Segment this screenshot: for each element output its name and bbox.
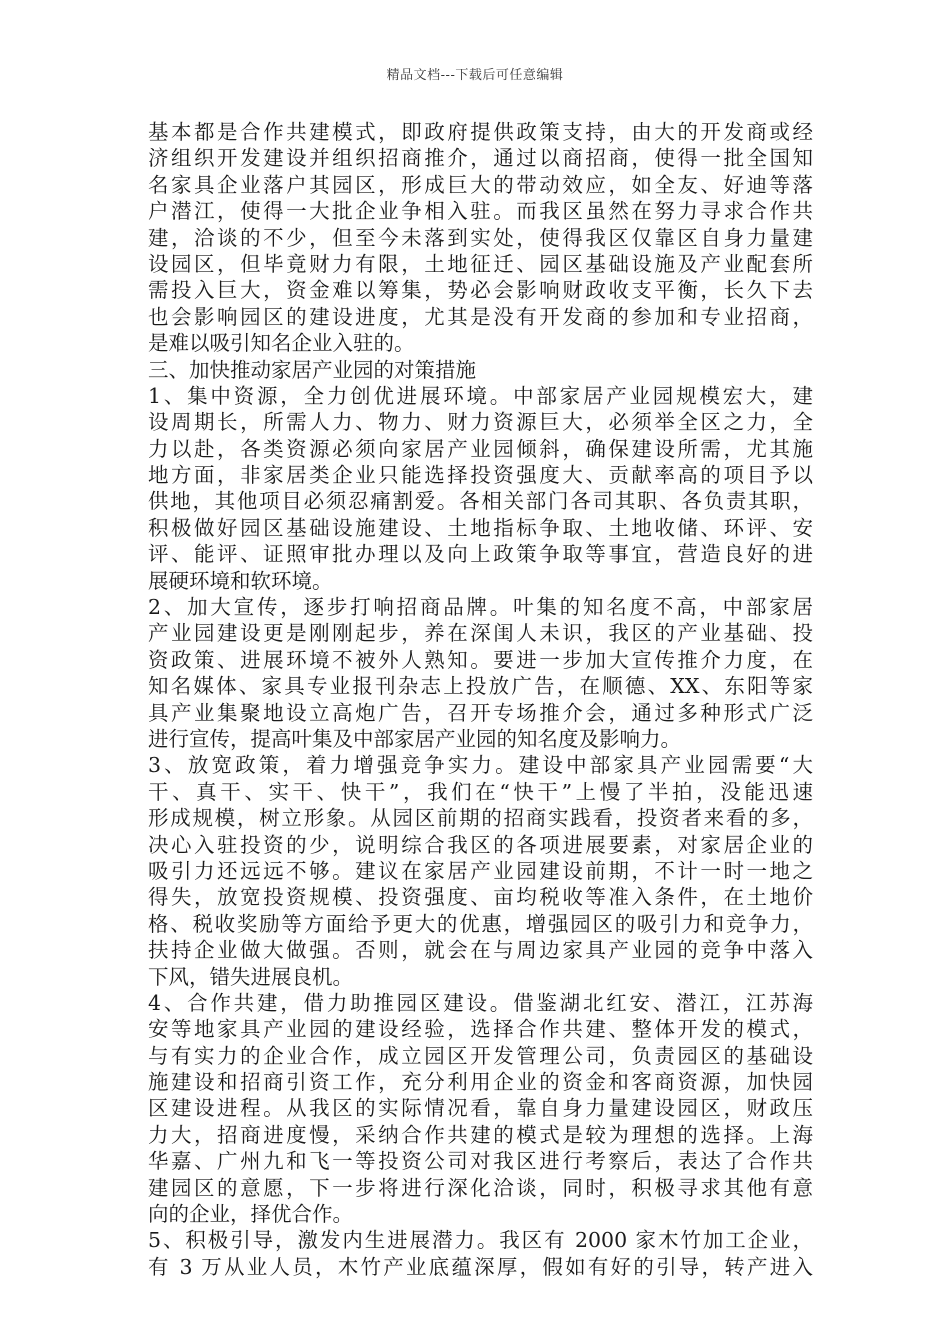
text-line: 力大，招商进度慢，采纳合作共建的模式是较为理想的选择。上海	[148, 1122, 813, 1147]
text-line: 1、集中资源，全力创优进展环境。中部家居产业园规模宏大，建	[148, 383, 813, 408]
text-line: 供地，其他项目必须忍痛割爱。各相关部门各司其职、各负责其职，	[148, 489, 813, 514]
text-line: 建，洽谈的不少，但至今未落到实处，使得我区仅靠区自身力量建	[148, 225, 813, 250]
text-line: 5、积极引导，激发内生进展潜力。我区有 2000 家木竹加工企业，	[148, 1228, 813, 1253]
text-line: 得失，放宽投资规模、投资强度、亩均税收等准入条件，在土地价	[148, 885, 813, 910]
text-line: 地方面，非家居类企业只能选择投资强度大、贡献率高的项目予以	[148, 463, 813, 488]
text-line: 资政策、进展环境不被外人熟知。要进一步加大宣传推介力度，在	[148, 647, 813, 672]
text-line: 力以赴，各类资源必须向家居产业园倾斜，确保建设所需，尤其施	[148, 436, 813, 461]
text-line: 安等地家具产业园的建设经验，选择合作共建、整体开发的模式，	[148, 1017, 813, 1042]
text-line: 与有实力的企业合作，成立园区开发管理公司，负责园区的基础设	[148, 1043, 813, 1068]
text-line: 具产业集聚地设立高炮广告，召开专场推介会，通过多种形式广泛	[148, 700, 813, 725]
text-line: 华嘉、广州九和飞一等投资公司对我区进行考察后，表达了合作共	[148, 1149, 813, 1174]
text-line: 产业园建设更是刚刚起步，养在深闺人未识，我区的产业基础、投	[148, 621, 813, 646]
text-line: 下风，错失进展良机。	[148, 964, 353, 989]
text-line: 基本都是合作共建模式，即政府提供政策支持，由大的开发商或经	[148, 120, 813, 144]
text-line: 设园区，但毕竟财力有限，土地征迁、园区基础设施及产业配套所	[148, 251, 813, 276]
text-line: 扶持企业做大做强。否则，就会在与周边家具产业园的竞争中落入	[148, 938, 813, 963]
text-line: 是难以吸引知名企业入驻的。	[148, 331, 415, 356]
text-line: 干、真干、实干、快干”，我们在“快干”上慢了半拍，没能迅速	[148, 779, 813, 804]
text-line: 施建设和招商引资工作，充分利用企业的资金和客商资源，加快园	[148, 1070, 813, 1095]
text-line: 积极做好园区基础设施建设、土地指标争取、土地收储、环评、安	[148, 515, 813, 540]
text-line: 区建设进程。从我区的实际情况看，靠自身力量建设园区，财政压	[148, 1096, 813, 1121]
text-line: 三、加快推动家居产业园的对策措施	[148, 357, 476, 382]
text-line: 需投入巨大，资金难以筹集，势必会影响财政收支平衡，长久下去	[148, 278, 813, 303]
text-line: 3、放宽政策，着力增强竞争实力。建设中部家具产业园需要“大	[148, 753, 813, 778]
text-line: 知名媒体、家具专业报刊杂志上投放广告，在顺德、XX、东阳等家	[148, 674, 813, 699]
text-line: 2、加大宣传，逐步打响招商品牌。叶集的知名度不高，中部家居	[148, 595, 813, 620]
page-header: 精品文档---下载后可任意编辑	[386, 68, 564, 83]
text-line: 有 3 万从业人员，木竹产业底蕴深厚，假如有好的引导，转产进入	[148, 1254, 813, 1279]
text-line: 评、能评、证照审批办理以及向上政策争取等事宜，营造良好的进	[148, 542, 813, 567]
text-line: 展硬环境和软环境。	[148, 568, 333, 593]
text-line: 户潜江，使得一大批企业争相入驻。而我区虽然在努力寻求合作共	[148, 199, 813, 224]
text-line: 进行宣传，提高叶集及中部家居产业园的知名度及影响力。	[148, 726, 681, 751]
text-line: 决心入驻投资的少，说明综合我区的各项进展要素，对家居企业的	[148, 832, 813, 857]
text-line: 格、税收奖励等方面给予更大的优惠，增强园区的吸引力和竞争力，	[148, 911, 813, 936]
text-line: 吸引力还远远不够。建议在家居产业园建设前期，不计一时一地之	[148, 858, 813, 883]
text-line: 4、合作共建，借力助推园区建设。借鉴湖北红安、潜江，江苏海	[148, 990, 813, 1015]
text-line: 建园区的意愿，下一步将进行深化洽谈，同时，积极寻求其他有意	[148, 1175, 813, 1200]
document-body	[148, 119, 813, 1280]
text-line: 名家具企业落户其园区，形成巨大的带动效应，如全友、好迪等落	[148, 172, 813, 197]
text-line: 向的企业，择优合作。	[148, 1202, 353, 1227]
text-line: 也会影响园区的建设进度，尤其是没有开发商的参加和专业招商，	[148, 304, 813, 329]
text-line: 设周期长，所需人力、物力、财力资源巨大，必须举全区之力，全	[148, 410, 813, 435]
text-line: 济组织开发建设并组织招商推介，通过以商招商，使得一批全国知	[148, 146, 813, 171]
text-line: 形成规模，树立形象。从园区前期的招商实践看，投资者来看的多，	[148, 806, 813, 831]
